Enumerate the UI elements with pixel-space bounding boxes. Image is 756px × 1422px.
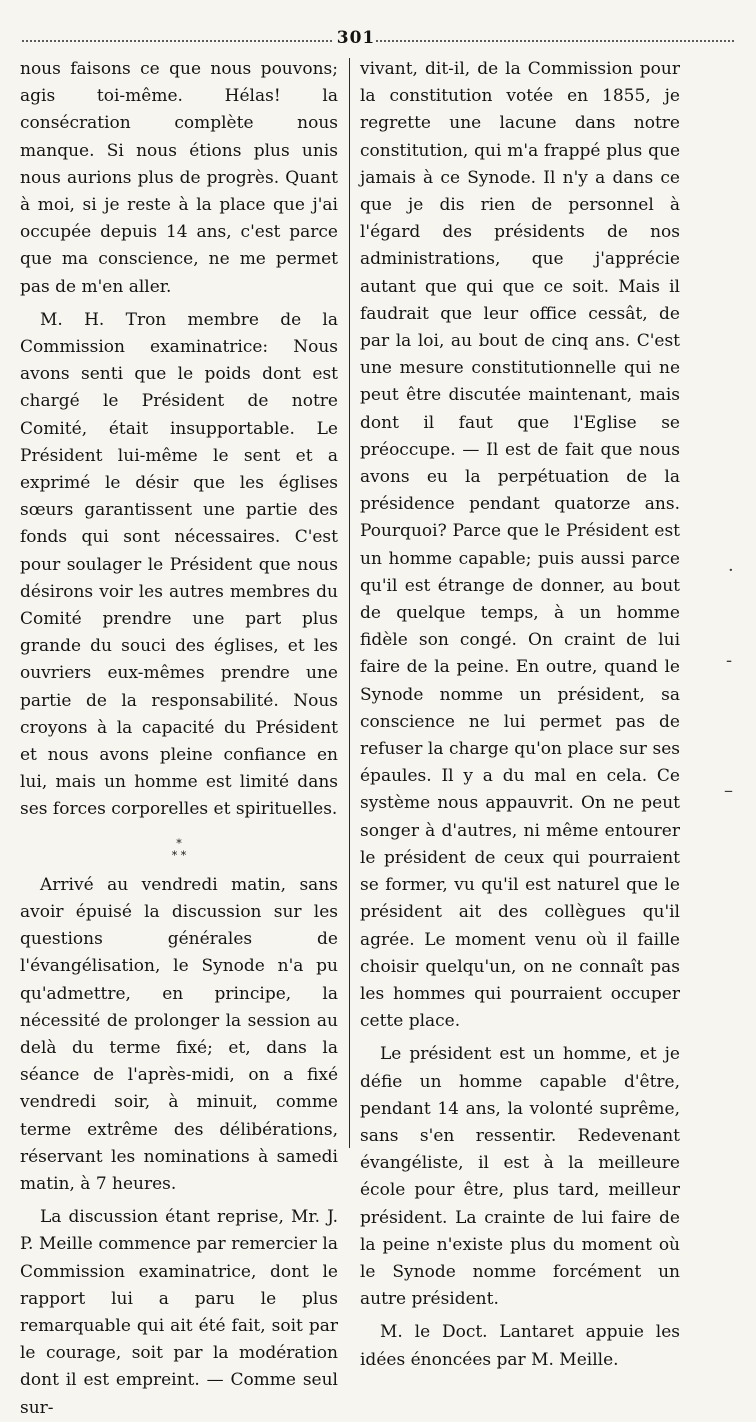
right-paragraph-2: Le président est un homme, et je défie un homme capable d'être, pendant 14 ans, la volonté suprême, sans s'en ressentir. Redevenant évangéliste, il est à la meilleure école pour être, plus tard, meilleur président. La crainte de lui faire de la peine n'existe plus du moment où le Synode nomme forcément un autre président. xyxy=(360,1044,680,1310)
left-paragraph-1: nous faisons ce que nous pouvons; agis toi-même. Hélas! la consécration complète nous manque. Si nous étions plus unis nous aurions plus de progrès. Quant à moi, si je reste à la place que j'ai occupée depuis 14 ans, c'est parce que ma conscience, ne me permet pas de m'en aller. xyxy=(20,59,338,297)
right-paragraph-1: vivant, dit-il, de la Commission pour la constitution votée en 1855, je regrette une lacune dans notre constitution, qui m'a frappé plus que jamais à ce Synode. Il n'y a dans ce que je dis rien de personnel à l'égard des présidents de nos administrations, que j'apprécie autant que qui que ce soit. Mais il faudrait que leur office cessât, de par la loi, au bout de cinq ans. C'est une mesure constitutionnelle qui ne peut être discutée maintenant, mais dont il faut que l'Eglise se préoccupe. — Il est de fait que nous avons eu la perpétuation de la présidence pendant quatorze ans. Pourquoi? Parce que le Président est un homme capable; puis aussi parce qu'il est étrange de donner, au bout de quelque temps, à un homme fidèle son congé. On craint de lui faire de la peine. En outre, quand le Synode nomme un président, sa conscience ne lui permet pas de refuser la charge qu'on place sur ses épaules. Il y a du mal en cela. Ce système nous appauvrit. On ne peut songer à d'autres, ni même entourer le président de ceux qui pourraient se former, vu qu'il est naturel que le président ait des collègues qu'il agrée. Le moment venu où il faille choisir quelqu'un, on ne connaît pas les hommes qui pourraient occuper cette place. xyxy=(360,59,680,1032)
left-column xyxy=(20,56,338,1422)
separator-star-top: * xyxy=(176,836,182,850)
right-column xyxy=(360,56,680,1374)
header-rule-left xyxy=(22,40,332,42)
left-paragraph-4: La discussion étant reprise, Mr. J. P. Meille commence par remercier la Commission examinatrice, dont le rapport lui a paru le plus remarquable qui ait été fait, soit par le courage, soit par la modération dont il est empreint. — Comme seul sur- xyxy=(20,1207,338,1418)
separator-stars-bottom: * * xyxy=(171,848,187,862)
header-rule-right xyxy=(376,40,734,42)
right-paragraph-3: M. le Doct. Lantaret appuie les idées énoncées par M. Meille. xyxy=(360,1322,680,1370)
column-divider xyxy=(349,58,350,1148)
margin-mark-1: · xyxy=(728,560,734,581)
left-paragraph-2: M. H. Tron membre de la Commission examinatrice: Nous avons senti que le poids dont est chargé le Président de notre Comité, était insupportable. Le Président lui-même le sent et a exprimé le désir que les églises sœurs garantissent une partie des fonds qui sont nécessaires. C'est pour soulager le Président que nous désirons voir les autres membres du Comité prendre une part plus grande du souci des églises, et les ouvriers eux-mêmes prendre une partie de la responsabilité. Nous croyons à la capacité du Président et nous avons pleine confiance en lui, mais un homme est limité dans ses forces corporelles et spirituelles. xyxy=(20,309,338,820)
margin-mark-3: – xyxy=(724,780,733,801)
page-number: 301 xyxy=(336,28,376,48)
margin-mark-2: - xyxy=(726,650,733,671)
page-header xyxy=(22,26,734,50)
section-separator xyxy=(20,838,338,862)
left-paragraph-3: Arrivé au vendredi matin, sans avoir épuisé la discussion sur les questions générales de l'évangélisation, le Synode n'a pu qu'admettre, en principe, la nécessité de prolonger la session au delà du terme fixé; et, dans la séance de l'après-midi, on a fixé vendredi soir, à minuit, comme terme extrême des délibérations, réservant les nominations à samedi matin, à 7 heures. xyxy=(20,874,338,1194)
